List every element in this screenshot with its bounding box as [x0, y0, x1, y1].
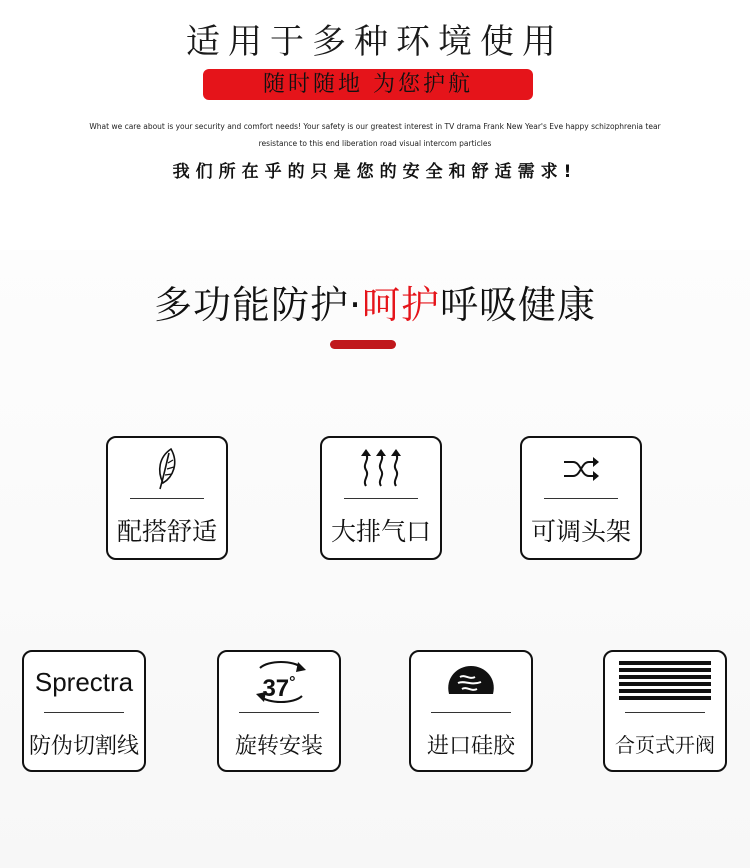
english-line-1: What we care about is your security and comfort needs! Your safety is our greatest interest in TV drama Frank New Year's Eve happy schizophrenia tear [89, 122, 661, 131]
feature-section [0, 250, 750, 868]
top-banner [0, 0, 750, 250]
feature-card-comfort [106, 436, 228, 560]
feature-card-hinge-valve [603, 650, 727, 772]
feather-icon [108, 444, 226, 494]
feature-label: 进口硅胶 [426, 734, 515, 759]
rotation-degree-text [262, 674, 295, 703]
card-divider [431, 712, 511, 713]
feature-label: 配搭舒适 [116, 517, 217, 546]
feature-label: 旋转安装 [234, 734, 323, 759]
card-divider [44, 712, 124, 713]
feature-card-anti-counterfeit [22, 650, 146, 772]
sprectra-logo-text: Sprectra [34, 666, 134, 697]
silicone-pad-icon [411, 656, 531, 708]
headline-underline [330, 340, 396, 349]
shuffle-icon [522, 444, 640, 494]
english-line-2: resistance to this end liberation road visual intercom particles [258, 139, 492, 148]
header-subtitle: 我们所在乎的只是您的安全和舒适需求! [172, 162, 578, 182]
feature-label: 防伪切割线 [28, 734, 139, 759]
feature-card-rotate-install [217, 650, 341, 772]
card-divider [239, 712, 319, 713]
feature-label: 大排气口 [330, 517, 431, 546]
rotation-degree-number: 37 [262, 674, 290, 702]
feature-card-silicone [409, 650, 533, 772]
headline-red-part: 呵护 [362, 283, 441, 327]
headline-part-1: 多功能防护· [153, 283, 363, 327]
rotate-37-icon [219, 656, 339, 708]
rotation-degree-symbol: ° [289, 673, 296, 691]
headline-part-2: 呼吸健康 [440, 283, 597, 327]
card-divider [344, 498, 418, 499]
sprectra-logo [24, 656, 144, 708]
exhaust-arrows-icon [322, 444, 440, 494]
card-divider [130, 498, 204, 499]
feature-card-exhaust [320, 436, 442, 560]
hinge-valve-icon [605, 656, 725, 708]
section-headline [0, 274, 750, 329]
feature-label: 合页式开阀 [615, 733, 715, 757]
header-title: 适用于多种环境使用 [186, 22, 564, 62]
card-divider [625, 712, 705, 713]
red-banner: 随时随地 为您护航 [203, 69, 533, 100]
feature-card-headgear [520, 436, 642, 560]
feature-label: 可调头架 [530, 517, 631, 546]
english-paragraph [55, 118, 695, 152]
card-divider [544, 498, 618, 499]
